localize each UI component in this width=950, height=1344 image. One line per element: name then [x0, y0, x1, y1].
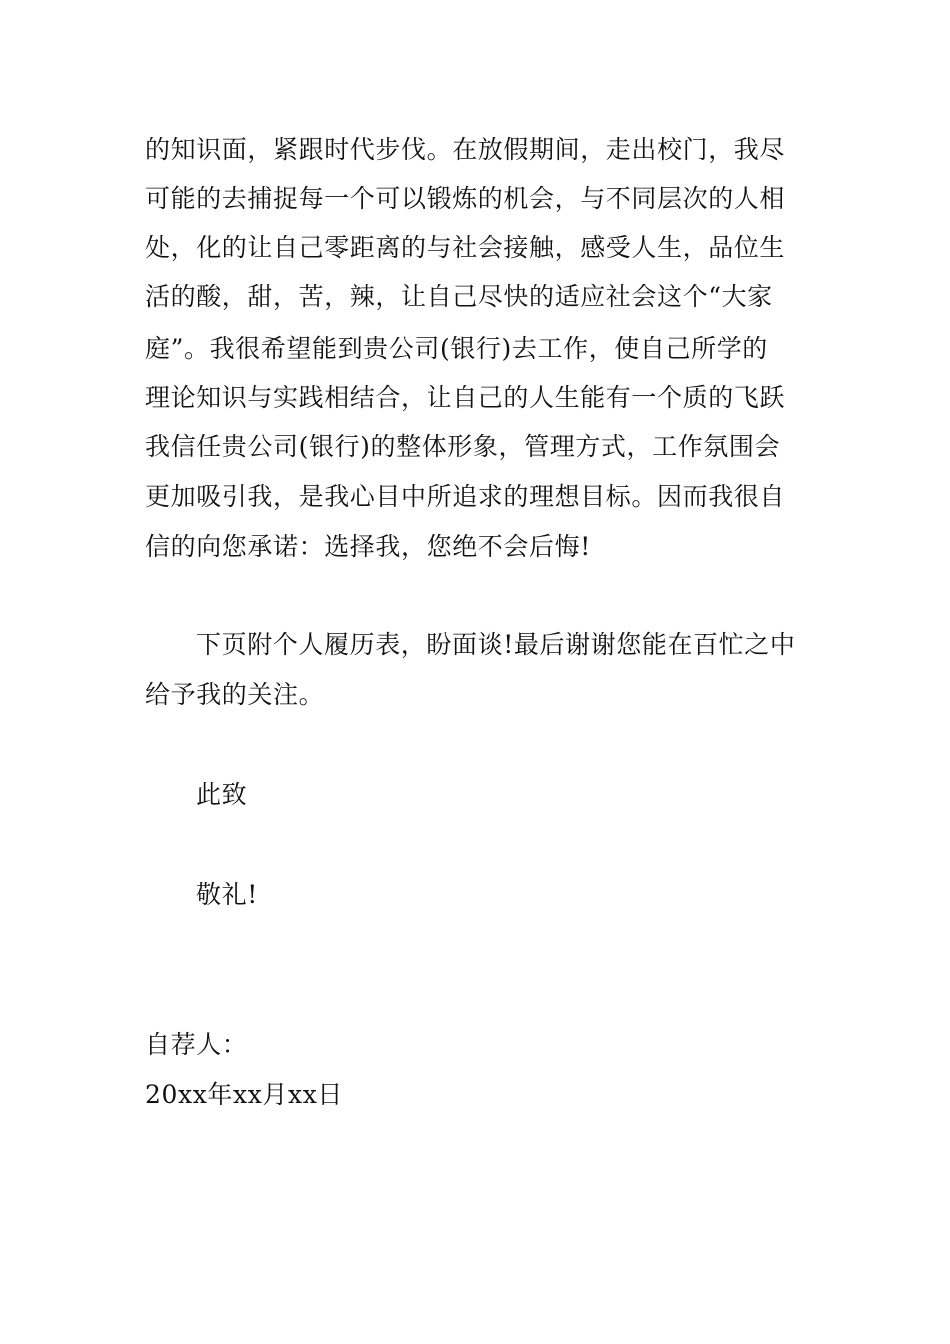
- signature-label: 自荐人：: [145, 1030, 248, 1059]
- paragraph-2-line-1: 下页附个人履历表，盼面谈!最后谢谢您能在百忙之中: [196, 630, 796, 659]
- paragraph-1-line-1: 的知识面，紧跟时代步伐。在放假期间，走出校门，我尽: [145, 135, 786, 164]
- paragraph-1-line-8: 更加吸引我，是我心目中所追求的理想目标。因而我很自: [145, 482, 786, 511]
- paragraph-1-line-7: 我信任贵公司(银行)的整体形象，管理方式，工作氛围会: [145, 432, 781, 461]
- paragraph-2-line-2: 给予我的关注。: [145, 680, 325, 709]
- paragraph-1-line-5: 庭”。我很希望能到贵公司(银行)去工作，使自己所学的: [145, 334, 768, 363]
- closing-text: 此致: [196, 780, 248, 809]
- paragraph-1-line-4: 活的酸，甜，苦，辣，让自己尽快的适应社会这个“大家: [145, 282, 773, 311]
- paragraph-1-line-9: 信的向您承诺：选择我，您绝不会后悔!: [145, 532, 591, 561]
- salutation-text: 敬礼!: [196, 880, 258, 909]
- paragraph-1-line-2: 可能的去捕捉每一个可以锻炼的机会，与不同层次的人相: [145, 184, 786, 213]
- date-line: 20xx年xx月xx日: [145, 1080, 344, 1109]
- paragraph-1-line-3: 处，化的让自己零距离的与社会接触，感受人生，品位生: [145, 233, 786, 262]
- paragraph-1-line-6: 理论知识与实践相结合，让自己的人生能有一个质的飞跃: [145, 383, 786, 412]
